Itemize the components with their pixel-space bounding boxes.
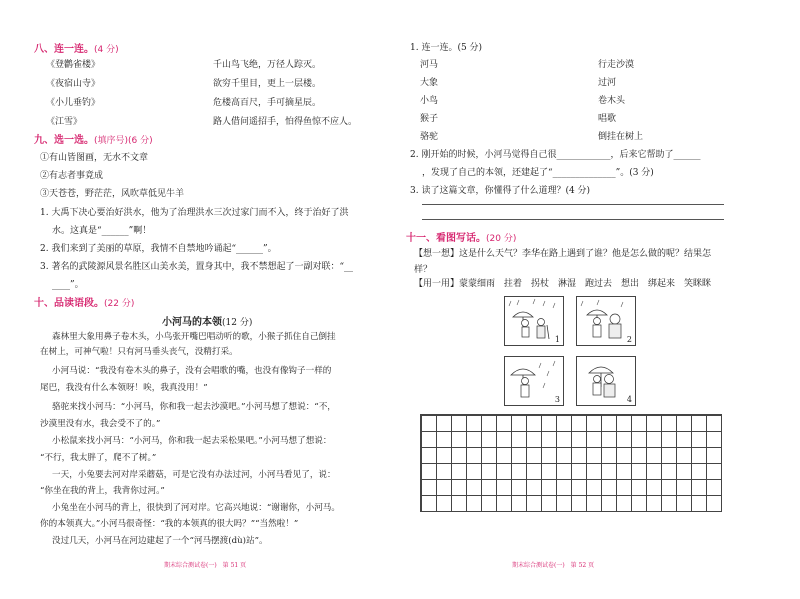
panel-number: 3	[554, 395, 560, 404]
r-question-3: 3. 读了这篇文章，你懂得了什么道理？(4 分)	[410, 186, 591, 196]
think-prompt-line-2: 样？	[414, 265, 433, 275]
section-11-points: (20 分)	[486, 234, 517, 244]
answer-line[interactable]	[422, 204, 724, 205]
question-1-line-1: 1. 大禹下决心要治好洪水，他为了治理洪水三次过家门而不入，终于治好了洪	[40, 208, 349, 218]
animal-item: 小鸟	[420, 96, 439, 106]
story-line: 你的本领真大。”小河马很奇怪：“我的本领真的很大吗？”“当然啦！”	[40, 519, 299, 529]
r-question-1-heading	[410, 40, 482, 53]
animal-item: 大象	[420, 78, 439, 88]
ability-item: 行走沙漠	[598, 60, 635, 70]
ability-item: 唱歌	[598, 114, 617, 124]
ability-item: 倒挂在树上	[598, 132, 644, 142]
section-10-heading	[34, 294, 134, 309]
section-11-title: 十一、看图写话。	[406, 233, 486, 244]
r-question-2-line-2: ，发现了自己的本领，还建起了“______________”。(3 分)	[422, 168, 654, 178]
ability-item: 过河	[598, 78, 617, 88]
r-question-2-line-1: 2. 刚开始的时候，小河马觉得自己很____________，后来它帮助了______	[410, 150, 701, 160]
poem-line: 千山鸟飞绝，万径人踪灭。	[213, 60, 322, 70]
story-line: 尾巴，我没有什么本领呀！唉，我真没用！”	[40, 383, 208, 393]
question-3-line-2: ____”。	[52, 280, 84, 290]
story-title: 小河马的本领	[162, 317, 222, 328]
section-9-title: 九、选一选。	[34, 135, 94, 146]
option-1: ①有山皆图画，无水不文章	[40, 153, 149, 163]
story-line: 小兔坐在小河马的背上，很快到了河对岸。它高兴地说：“谢谢你，小河马。	[52, 503, 340, 513]
poem-title: 《登鹳雀楼》	[46, 60, 101, 70]
option-2: ②有志者事竟成	[40, 171, 104, 181]
picture-panel-2	[576, 296, 636, 346]
poem-line: 欲穷千里目，更上一层楼。	[213, 79, 322, 89]
story-line: 沙漠里没有水，我会受不了的。”	[40, 419, 161, 429]
story-line: 骆驼来找小河马：“小河马，你和我一起去沙漠吧。”小河马想了想说：“不，	[52, 402, 336, 412]
section-11-heading	[406, 229, 516, 244]
answer-line[interactable]	[422, 219, 724, 220]
animal-item: 猴子	[420, 114, 439, 124]
story-line: 一天，小兔要去河对岸采蘑菇，可是它没有办法过河，小河马看见了，说：	[52, 470, 336, 480]
picture-panel-4	[576, 356, 636, 406]
picture-panel-1	[504, 296, 564, 346]
writing-grid[interactable]	[420, 414, 722, 512]
section-8-title: 八、连一连。	[34, 44, 94, 55]
option-3: ③天苍苍，野茫茫，风吹草低见牛羊	[40, 189, 185, 199]
panel-number: 2	[626, 335, 632, 344]
story-line: 小松鼠来找小河马：“小河马，你和我一起去采松果吧。”小河马想了想说：	[52, 436, 332, 446]
animal-item: 骆驼	[420, 132, 439, 142]
question-2: 2. 我们来到了美丽的草原，我情不自禁地吟诵起“______”。	[40, 244, 277, 254]
story-line: “你坐在我的背上，我背你过河。”	[40, 486, 165, 496]
question-1-line-2: 水。这真是“______”啊！	[52, 226, 152, 236]
animal-item: 河马	[420, 60, 439, 70]
story-line: 森林里大象用鼻子卷木头，小鸟张开嘴巴唱动听的歌，小猴子抓住自己倒挂	[52, 332, 336, 342]
story-line: 小河马说：“我没有卷木头的鼻子，没有会唱歌的嘴，也没有像钩子一样的	[52, 366, 332, 376]
story-line: 在树上，可神气啦！只有河马垂头丧气，没精打采。	[40, 347, 238, 357]
think-prompt-line-1: 【想一想】这是什么天气？李华在路上遇到了谁？他是怎么做的呢？结果怎	[414, 249, 712, 259]
section-9-points: (填序号)(6 分)	[94, 136, 153, 146]
poem-line: 危楼高百尺，手可摘星辰。	[213, 98, 322, 108]
page-footer: 期末综合测试卷(一) 第 52 页	[512, 562, 595, 569]
section-8-points: (4 分)	[94, 45, 119, 55]
story-line: “不行，我太胖了，爬不了树。”	[40, 453, 157, 463]
poem-title: 《夜宿山寺》	[46, 79, 101, 89]
r-question-1-title: 1. 连一连。	[410, 43, 458, 53]
panel-number: 1	[554, 335, 560, 344]
r-question-1-points: (5 分)	[457, 43, 483, 53]
use-words: 【用一用】蒙蒙细雨 拄着 拐杖 淋湿 跑过去 想出 绑起来 笑眯眯	[414, 279, 712, 289]
story-points: (12 分)	[222, 318, 253, 328]
section-8-heading	[34, 40, 119, 55]
section-9-heading	[34, 131, 153, 146]
poem-title: 《江雪》	[46, 117, 83, 127]
panel-number: 4	[626, 395, 632, 404]
poem-line: 路人借问遥招手，怕得鱼惊不应人。	[213, 117, 358, 127]
question-3-line-1: 3. 著名的武陵源风景名胜区山美水美，置身其中，我不禁想起了一副对联：“__	[40, 262, 354, 272]
section-10-title: 十、品读语段。	[34, 298, 104, 309]
section-10-points: (22 分)	[104, 299, 135, 309]
poem-title: 《小儿垂钓》	[46, 98, 101, 108]
picture-panel-3	[504, 356, 564, 406]
page-footer: 期末综合测试卷(一) 第 51 页	[164, 562, 247, 569]
story-line: 没过几天，小河马在河边建起了一个“河马摆渡(dù)站”。	[52, 536, 268, 546]
ability-item: 卷木头	[598, 96, 626, 106]
